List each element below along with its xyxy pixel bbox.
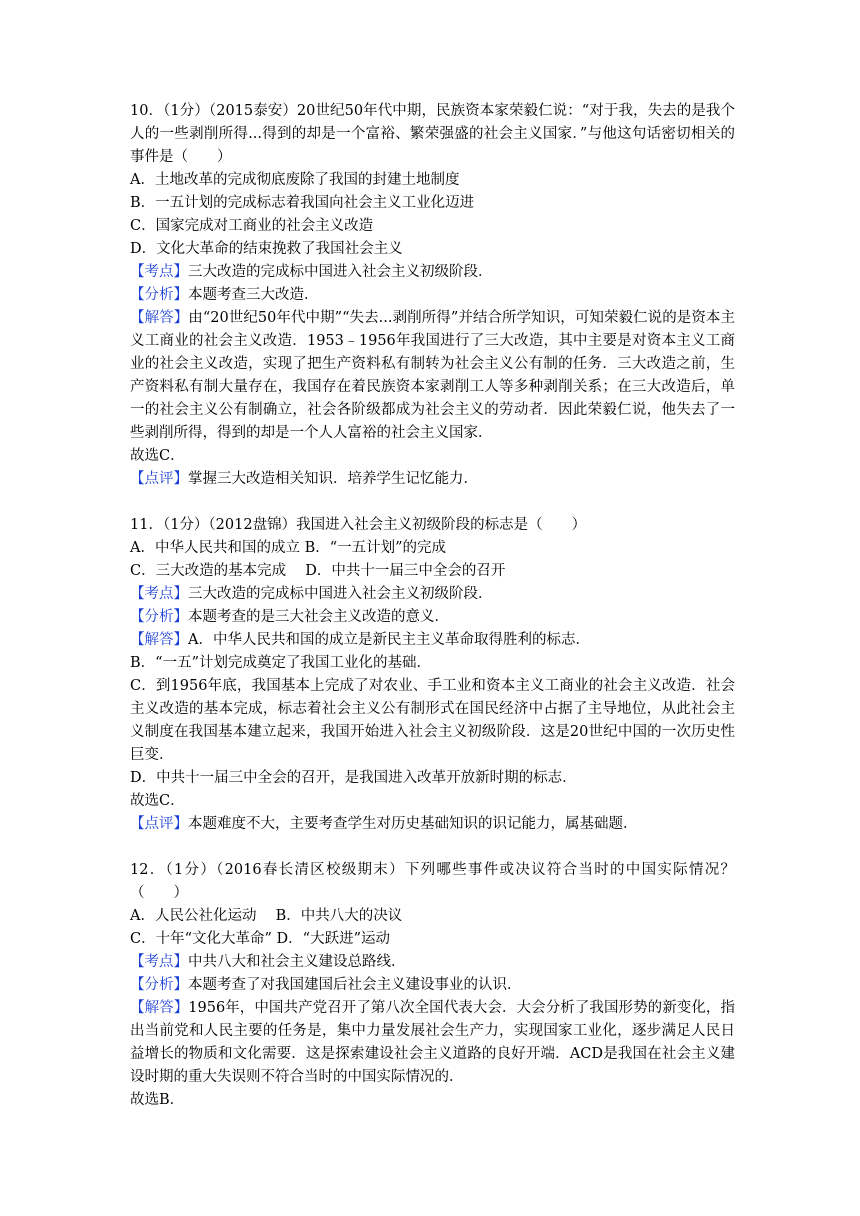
fenxi-tag: 【分析】 xyxy=(130,977,188,993)
option-b: B．一五计划的完成标志着我国向社会主义工业化迈进 xyxy=(130,195,475,211)
fenxi-text: 本题考查了对我国建国后社会主义建设事业的认识． xyxy=(188,977,522,993)
kaodian-text: 三大改造的完成标中国进入社会主义初级阶段． xyxy=(188,586,493,602)
question-stem: 12．（1分）（2016春长清区校级期末）下列哪些事件或决议符合当时的中国实际情况？（ ） xyxy=(130,862,735,901)
kaodian-section xyxy=(130,951,735,974)
fenxi-section xyxy=(130,284,735,307)
answer: 故选C． xyxy=(130,793,185,809)
jieda-text: 1956年，中国共产党召开了第八次全国代表大会．大会分析了我国形势的新变化，指出当前党和人民主要的任务是，集中力量发展社会生产力，实现国家工业化，逐步满足人民日益增长的物质和文化需要．这是探索建设社会主义道路的良好开端．ACD是我国在社会主义建设时期的重大失误则不符合当时的中国实际情况的． xyxy=(130,1000,735,1085)
option-c: C．国家完成对工商业的社会主义改造 xyxy=(130,218,374,234)
jieda-section xyxy=(130,997,735,1089)
jieda-section xyxy=(130,307,735,445)
jieda-tag: 【解答】 xyxy=(130,632,188,648)
options-row-2: C．十年“文化大革命” D．“大跃进”运动 xyxy=(130,931,390,947)
kaodian-text: 三大改造的完成标中国进入社会主义初级阶段． xyxy=(188,264,493,280)
answer: 故选B． xyxy=(130,1092,185,1108)
jieda-tag: 【解答】 xyxy=(130,1000,189,1016)
fenxi-tag: 【分析】 xyxy=(130,609,188,625)
jieda-section xyxy=(130,629,735,652)
answer: 故选C． xyxy=(130,448,185,464)
dianping-tag: 【点评】 xyxy=(130,471,188,487)
fenxi-tag: 【分析】 xyxy=(130,287,188,303)
dianping-text: 本题难度不大，主要考查学生对历史基础知识的识记能力，属基础题． xyxy=(188,816,638,832)
options-row-1: A．人民公社化运动 B．中共八大的决议 xyxy=(130,908,403,924)
jieda-b: B．“一五”计划完成奠定了我国工业化的基础． xyxy=(130,655,431,671)
question-11 xyxy=(130,514,735,836)
fenxi-section xyxy=(130,974,735,997)
kaodian-tag: 【考点】 xyxy=(130,954,188,970)
option-d: D．文化大革命的结束挽救了我国社会主义 xyxy=(130,241,403,257)
document-content xyxy=(130,100,735,1112)
question-stem: 10．（1分）（2015泰安）20世纪50年代中期，民族资本家荣毅仁说：“对于我，失去的是我个人的一些剥削所得...得到的却是一个富裕、繁荣强盛的社会主义国家．”与他这句话密切相关的事件是（ ） xyxy=(130,103,735,165)
kaodian-section xyxy=(130,583,735,606)
kaodian-section xyxy=(130,261,735,284)
kaodian-text: 中共八大和社会主义建设总路线． xyxy=(188,954,406,970)
jieda-c: C．到1956年底，我国基本上完成了对农业、手工业和资本主义工商业的社会主义改造．社会主义改造的基本完成，标志着社会主义公有制形式在国民经济中占据了主导地位，从此社会主义制度在我国基本建立起来，我国开始进入社会主义初级阶段．这是20世纪中国的一次历史性巨变． xyxy=(130,678,735,763)
jieda-tag: 【解答】 xyxy=(130,310,189,326)
options-row-1: A．中华人民共和国的成立 B．“一五计划”的完成 xyxy=(130,540,447,556)
fenxi-text: 本题考查的是三大社会主义改造的意义． xyxy=(188,609,449,625)
question-stem: 11．（1分）（2012盘锦）我国进入社会主义初级阶段的标志是（ ） xyxy=(130,517,587,533)
dianping-text: 掌握三大改造相关知识．培养学生记忆能力． xyxy=(188,471,478,487)
jieda-d: D．中共十一届三中全会的召开，是我国进入改革开放新时期的标志． xyxy=(130,770,577,786)
fenxi-section xyxy=(130,606,735,629)
jieda-text: A．中华人民共和国的成立是新民主主义革命取得胜利的标志． xyxy=(188,632,590,648)
kaodian-tag: 【考点】 xyxy=(130,586,188,602)
jieda-text: 由“20世纪50年代中期”“失去...剥削所得”并结合所学知识，可知荣毅仁说的是资本主义工商业的社会主义改造．1953﹣1956年我国进行了三大改造，其中主要是对资本主义工商业的社会主义改造，实现了把生产资料私有制转为社会主义公有制的任务．三大改造之前，生产资料私有制大量存在，我国存在着民族资本家剥削工人等多种剥削关系；在三大改造后，单一的社会主义公有制确立，社会各阶级都成为社会主义的劳动者．因此荣毅仁说，他失去了一些剥削所得，得到的却是一个人人富裕的社会主义国家． xyxy=(130,310,735,441)
dianping-tag: 【点评】 xyxy=(130,816,188,832)
question-10 xyxy=(130,100,735,491)
dianping-section xyxy=(130,813,735,836)
options-row-2: C．三大改造的基本完成 D．中共十一届三中全会的召开 xyxy=(130,563,506,579)
kaodian-tag: 【考点】 xyxy=(130,264,188,280)
option-a: A．土地改革的完成彻底废除了我国的封建土地制度 xyxy=(130,172,460,188)
dianping-section xyxy=(130,468,735,491)
question-12 xyxy=(130,859,735,1112)
fenxi-text: 本题考查三大改造． xyxy=(188,287,319,303)
